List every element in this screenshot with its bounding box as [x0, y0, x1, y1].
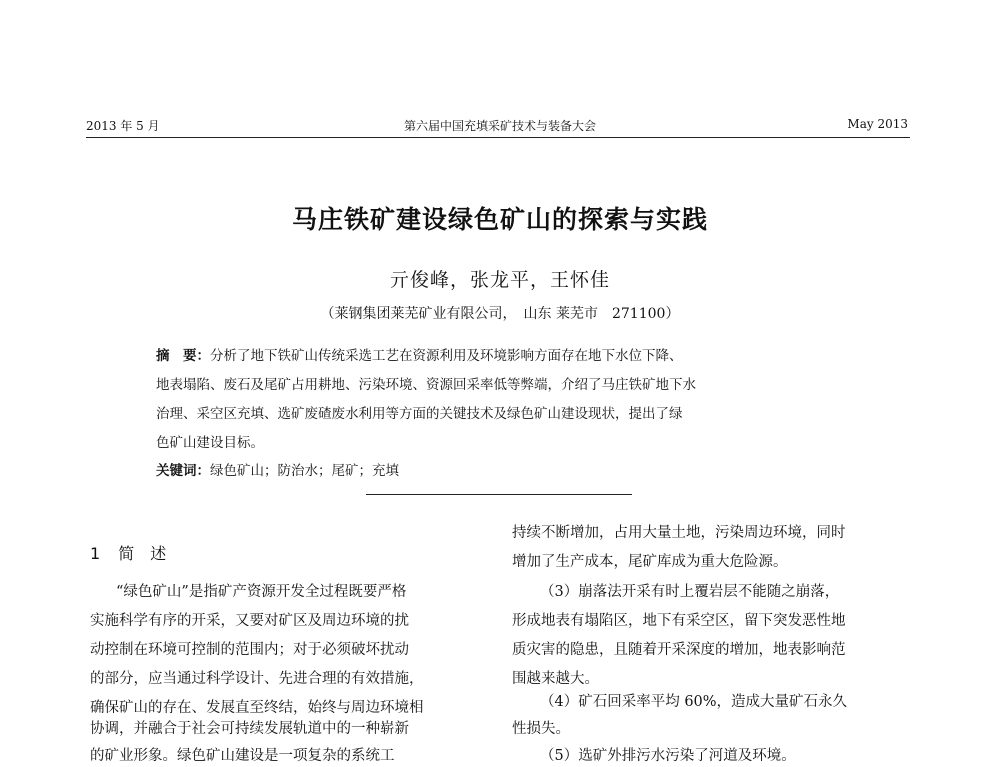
abstract-divider — [366, 494, 632, 495]
body-line: 围越来越大。 — [512, 671, 599, 687]
body-line: 持续不断增加，占用大量土地，污染周边环境，同时 — [512, 525, 846, 541]
section-heading — [90, 541, 184, 564]
header-date-en: May 2013 — [847, 117, 908, 131]
body-line: “绿色矿山”是指矿产资源开发全过程既要严格 — [116, 584, 407, 600]
body-line: （4）矿石回采率平均 60%，造成大量矿石永久 — [540, 694, 848, 710]
body-line: 协调，并融合于社会可持续发展轨道中的一种崭新 — [90, 721, 409, 737]
header-rule — [86, 137, 910, 138]
abstract-line: 色矿山建设目标。 — [156, 435, 264, 451]
body-line: （3）崩落法开采有时上覆岩层不能随之崩落， — [540, 584, 840, 600]
abstract-line: 治理、采空区充填、选矿废碴废水利用等方面的关键技术及绿色矿山建设现状，提出了绿 — [156, 406, 683, 422]
body-line: 的部分，应当通过科学设计、先进合理的有效措施， — [90, 671, 424, 687]
keywords-label: 关键词： — [156, 463, 210, 479]
paper-title: 马庄铁矿建设绿色矿山的探索与实践 — [291, 205, 708, 234]
abstract-line: 分析了地下铁矿山传统采选工艺在资源利用及环境影响方面存在地下水位下降、 — [210, 348, 683, 364]
affiliation: （莱钢集团莱芜矿业有限公司， 山东 莱芜市 271100） — [320, 306, 680, 322]
body-line: 动控制在环境可控制的范围内；对于必须破坏扰动 — [90, 642, 409, 658]
keywords-text: 绿色矿山；防治水；尾矿；充填 — [210, 463, 399, 479]
body-line: 实施科学有序的开采，又要对矿区及周边环境的扰 — [90, 613, 409, 629]
section-number: 1 — [90, 544, 101, 563]
body-line: （5）选矿外排污水污染了河道及环境。 — [540, 748, 796, 764]
abstract-label: 摘 要： — [156, 348, 210, 364]
body-line: 确保矿山的存在、发展直至终结，始终与周边环境相 — [90, 700, 424, 716]
body-line: 形成地表有塌陷区，地下有采空区，留下突发恶性地 — [512, 613, 846, 629]
header-date: 2013 年 5 月 — [86, 119, 160, 133]
body-line: 增加了生产成本，尾矿库成为重大危险源。 — [512, 554, 788, 570]
keywords — [156, 459, 399, 479]
body-line: 质灾害的隐患，且随着开采深度的增加，地表影响范 — [512, 642, 846, 658]
header-conference: 第六届中国充填采矿技术与装备大会 — [403, 119, 596, 133]
body-line: 性损失。 — [512, 721, 570, 737]
body-line: 的矿业形象。绿色矿山建设是一项复杂的系统工 — [90, 748, 395, 764]
authors: 亓俊峰，张龙平，王怀佳 — [389, 269, 610, 291]
section-title: 简 述 — [118, 544, 167, 563]
abstract-line: 地表塌陷、废石及尾矿占用耕地、污染环境、资源回采率低等弊端，介绍了马庄铁矿地下水 — [156, 377, 696, 393]
